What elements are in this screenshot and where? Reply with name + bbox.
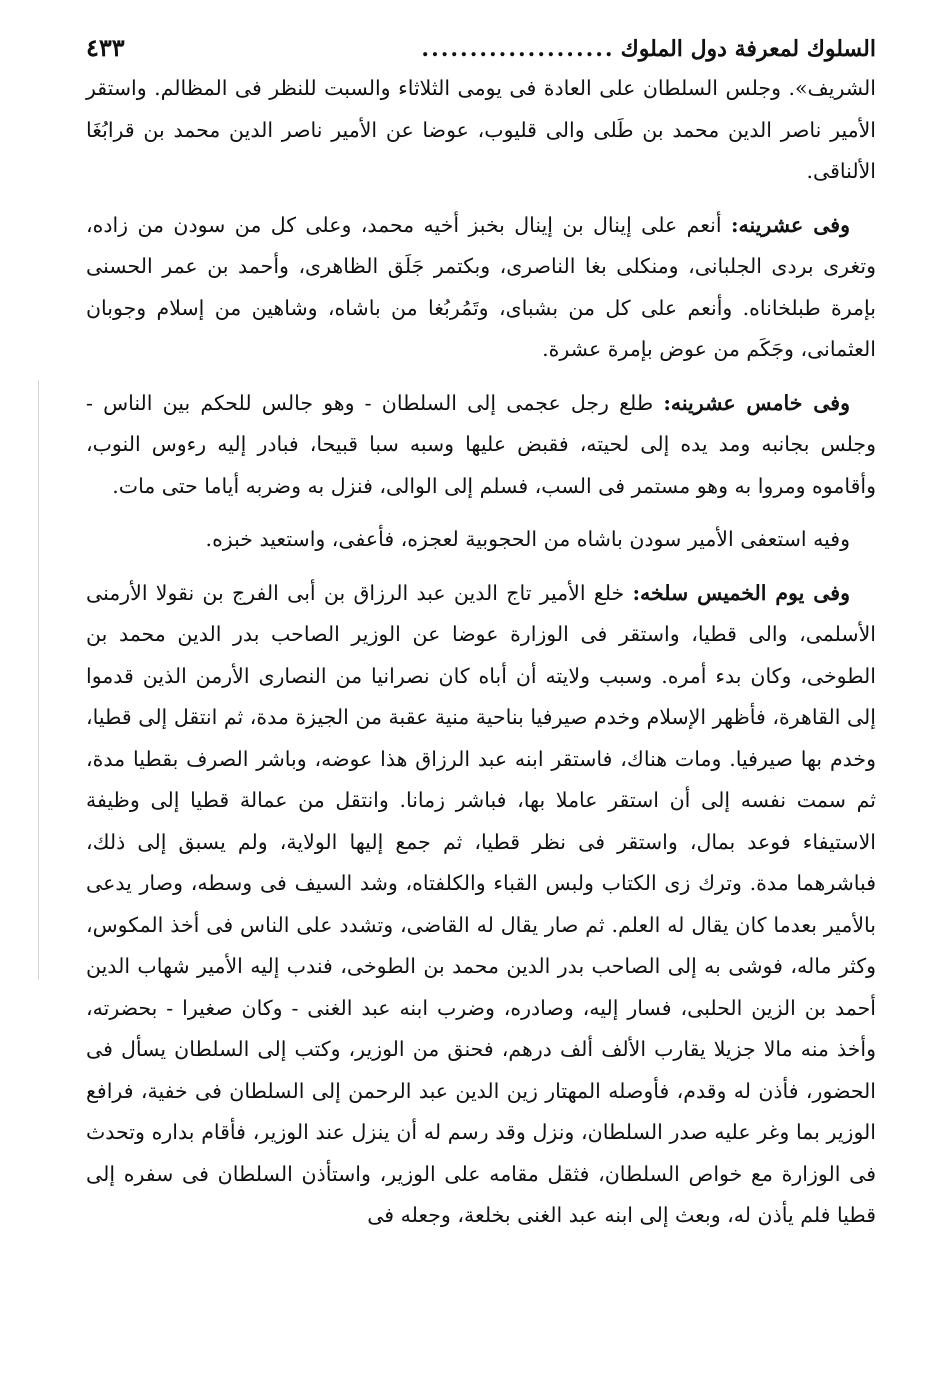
- page-number: ٤٣٣: [86, 33, 125, 62]
- paragraph: [86, 519, 876, 561]
- paragraph-text: خلع الأمير تاج الدين عبد الرزاق بن أبى الفرج بن نقولا الأرمنى الأسلمى، والى قطيا، واستقر فى الوزارة عوضا عن الوزير الصاحب بدر الدين محمد بن الطوخى، وكان بدء أمره. وسبب ولايته أن أباه كان نصرانيا من النصارى الأرمن الذين قدموا إلى القاهرة، فأظهر الإسلام وخدم صيرفيا بناحية منية عقبة من الجيزة مدة، ثم انتقل إلى قطيا، وخدم بها صيرفيا. ومات هناك، فاستقر ابنه عبد الرزاق هذا عوضه، وباشر الصرف بقطيا مدة، ثم سمت نفسه إلى أن استقر عاملا بها، فباشر زمانا. وانتقل من عمالة قطيا إلى وظيفة الاستيفاء فوعد بمال، واستقر فى نظر قطيا، ثم جمع إليها الولاية، ولم يسبق إلى ذلك، فباشرهما مدة. وترك زى الكتاب ولبس القباء والكلفتاه، وشد السيف فى وسطه، وصار يدعى بالأمير بعدما كان يقال له العلم. ثم صار يقال له القاضى، وتشدد على الناس فى أخذ المكوس، وكثر ماله، فوشى به إلى الصاحب بدر الدين محمد بن الطوخى، فندب إليه الأمير شهاب الدين أحمد بن الزين الحلبى، فسار إليه، وصادره، وضرب ابنه عبد الغنى - وكان صغيرا - بحضرته، وأخذ منه مالا جزيلا يقارب الألف ألف درهم، فحنق من الوزير، وكتب إلى السلطان يسأل فى الحضور، فأذن له وقدم، فأوصله المهتار زين الدين عبد الرحمن إلى السلطان فى خفية، فرافع الوزير بما وغر عليه صدر السلطان، ونزل وقد رسم له أن ينزل عند الوزير، فأقام بداره وتحدث فى الوزارة مع خواص السلطان، فثقل مقامه على الوزير، واستأذن السلطان فى سفره إلى قطيا فلم يأذن له، وبعث إلى ابنه عبد الغنى بخلعة، وجعله فى: [86, 580, 876, 1227]
- paragraph-lead: وفى خامس عشرينه:: [663, 390, 850, 415]
- paragraph-text: أنعم على إينال بن إينال بخبز أخيه محمد، وعلى كل من سودن من زاده، وتغرى بردى الجلبانى، ومنكلى بغا الناصرى، وبكتمر جَلَق الظاهرى، وأحمد بن عمر الحسنى بإمرة طبلخاناه. وأنعم على كل من بشباى، وتَمُربُغا من باشاه، وشاهين من إسلام وجوبان العثمانى، وجَكَم من عوض بإمرة عشرة.: [86, 212, 876, 361]
- paragraph-text: الشريف». وجلس السلطان على العادة فى يومى الثلاثاء والسبت للنظر فى المظالم. واستقر الأمير ناصر الدين محمد بن طَلى والى قليوب، عوضا عن الأمير ناصر الدين محمد بن قرابُغَا الألناقى.: [86, 76, 876, 183]
- paragraph: [86, 573, 876, 1237]
- paragraph-text: طلع رجل عجمى إلى السلطان - وهو جالس للحكم بين الناس - وجلس بجانبه ومد يده إلى لحيته، فقبض عليها وسبه سبا قبيحا، فبادر إليه رءوس النوب، وأقاموه ومروا به وهو مستمر فى السب، فسلم إلى الوالى، فنزل به وضربه أياما حتى مات.: [86, 390, 876, 498]
- paragraph: [86, 205, 876, 371]
- book-page: [86, 28, 876, 1368]
- paragraph: [86, 68, 876, 193]
- body-text: [86, 68, 876, 1237]
- paragraph: [86, 383, 876, 508]
- header-leader-dots: ....................: [421, 36, 615, 62]
- paragraph-text: وفيه استعفى الأمير سودن باشاه من الحجوبية لعجزه، فأعفى، واستعيد خبزه.: [205, 527, 850, 551]
- paragraph-lead: وفى يوم الخميس سلخه:: [632, 580, 850, 605]
- page-margin-mark: [38, 380, 39, 980]
- running-header: [86, 28, 876, 68]
- paragraph-lead: وفى عشرينه:: [730, 212, 850, 237]
- running-title: السلوك لمعرفة دول الملوك: [620, 36, 876, 62]
